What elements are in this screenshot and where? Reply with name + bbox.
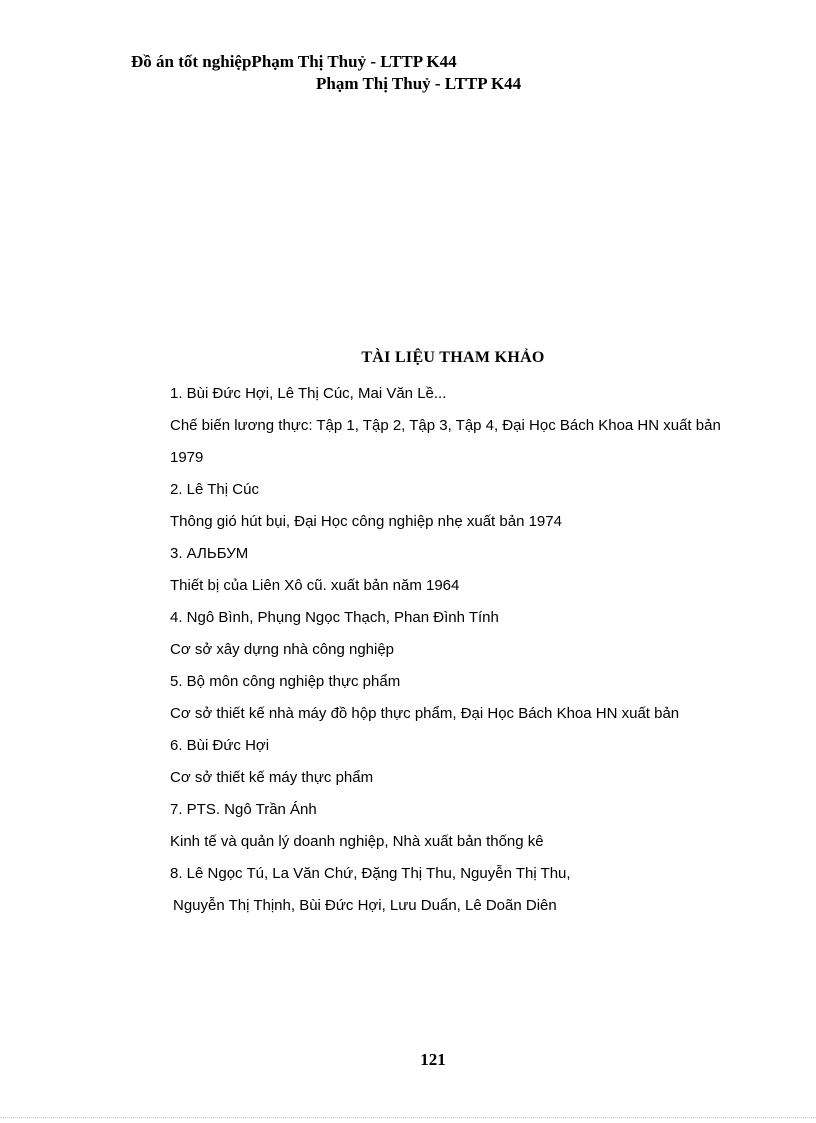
- reference-item: [170, 858, 750, 922]
- reference-work: Kinh tế và quản lý doanh nghiệp, Nhà xuất bản thống kê: [170, 833, 544, 850]
- reference-authors: 4. Ngô Bình, Phụng Ngọc Thạch, Phan Đình Tính: [170, 609, 499, 626]
- reference-authors: 7. PTS. Ngô Trần Ánh: [170, 801, 317, 818]
- reference-item: [170, 378, 750, 474]
- reference-item: [170, 474, 750, 538]
- reference-work: Cơ sở xây dựng nhà công nghiệp: [170, 641, 395, 658]
- reference-authors: 3. АЛЬБУМ: [170, 545, 249, 562]
- document-header-title: Đồ án tốt nghiệpPhạm Thị Thuỷ - LTTP K44: [131, 52, 457, 71]
- reference-authors: 8. Lê Ngọc Tú, La Văn Chứ, Đặng Thị Thu, Nguyễn Thị Thu,: [170, 865, 571, 882]
- reference-work: Chế biến lương thực: Tập 1, Tập 2, Tập 3, Tập 4, Đại Học Bách Khoa HN xuất bản 1979: [170, 417, 721, 466]
- page-number: 121: [420, 1050, 446, 1069]
- reference-work: Thiết bị của Liên Xô cũ. xuất bản năm 1964: [170, 577, 460, 594]
- reference-item: [170, 794, 750, 858]
- reference-work: Thông gió hút bụi, Đại Học công nghiệp nhẹ xuất bản 1974: [170, 513, 562, 530]
- reference-item: [170, 730, 750, 794]
- reference-list: [170, 378, 750, 922]
- reference-authors: 6. Bùi Đức Hợi: [170, 737, 270, 754]
- reference-authors: 5. Bộ môn công nghiệp thực phẩm: [170, 673, 401, 690]
- reference-work: Cơ sở thiết kế nhà máy đồ hộp thực phẩm, Đại Học Bách Khoa HN xuất bản: [170, 705, 680, 722]
- reference-authors: 1. Bùi Đức Hợi, Lê Thị Cúc, Mai Văn Lề...: [170, 385, 447, 402]
- reference-work: Nguyễn Thị Thịnh, Bùi Đức Hợi, Lưu Duẩn, Lê Doãn Diên: [173, 897, 557, 914]
- references-heading: TÀI LIỆU THAM KHẢO: [361, 349, 545, 366]
- page-bottom-divider: [0, 1117, 816, 1118]
- reference-work: Cơ sở thiết kế máy thực phẩm: [170, 769, 374, 786]
- reference-authors: 2. Lê Thị Cúc: [170, 481, 259, 498]
- reference-item: [170, 666, 750, 730]
- document-header-author: Phạm Thị Thuỷ - LTTP K44: [316, 74, 522, 93]
- reference-item: [170, 538, 750, 602]
- reference-item: [170, 602, 750, 666]
